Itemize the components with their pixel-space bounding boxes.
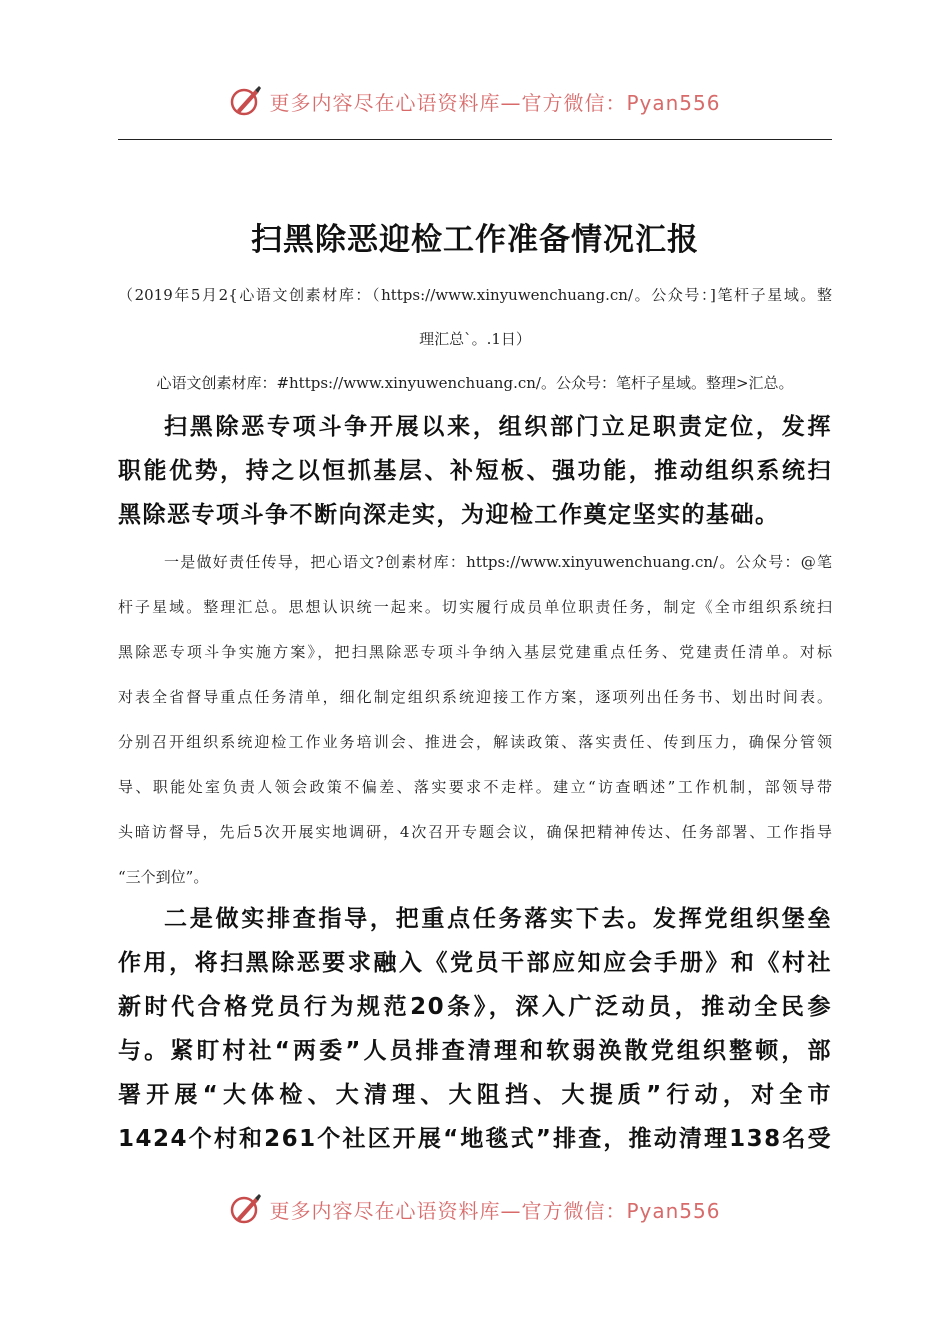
document-title: 扫黑除恶迎检工作准备情况汇报 xyxy=(251,222,699,258)
intro-line: 职能优势，持之以恒抓基层、补短板、强功能，推动组织系统扫 xyxy=(118,458,832,484)
section2-line: 新时代合格党员行为规范20条》，深入广泛动员，推动全民参 xyxy=(118,994,832,1020)
section2-line: 1424个村和261个社区开展“地毯式”排查，推动清理138名受 xyxy=(118,1126,832,1152)
section1-line: 对表全省督导重点任务清单，细化制定组织系统迎接工作方案，逐项列出任务书、划出时间表。 xyxy=(118,688,832,706)
section1-line: 杆子星域。整理汇总。思想认识统一起来。切实履行成员单位职责任务，制定《全市组织系统扫 xyxy=(118,598,832,616)
section1-line: 头暗访督导，先后5次开展实地调研，4次召开专题会议，确保把精神传达、任务部署、工作指导 xyxy=(118,823,832,841)
intro-line: 黑除恶专项斗争不断向深走实，为迎检工作奠定坚实的基础。 xyxy=(118,502,780,528)
section1-line: 分别召开组织系统迎检工作业务培训会、推进会，解读政策、落实责任、传到压力，确保分管领 xyxy=(118,733,832,751)
section2-line: 与。紧盯村社“两委”人员排查清理和软弱涣散党组织整顿，部 xyxy=(118,1038,832,1064)
source-note: 心语文创素材库：#https://www.xinyuwenchuang.cn/。公众号：笔杆子星域。整理>汇总。 xyxy=(156,374,794,392)
pen-in-circle-logo-icon xyxy=(229,84,263,118)
watermark-text: 更多内容尽在心语资料库—官方微信：Pyan556 xyxy=(269,90,721,115)
intro-line: 扫黑除恶专项斗争开展以来，组织部门立足职责定位，发挥 xyxy=(164,414,832,440)
section2-line: 作用，将扫黑除恶要求融入《党员干部应知应会手册》和《村社 xyxy=(118,950,832,976)
section1-line: 导、职能处室负责人领会政策不偏差、落实要求不走样。建立“访查晒述”工作机制，部领导带 xyxy=(118,778,832,796)
section2-line: 二是做实排查指导，把重点任务落实下去。发挥党组织堡垒 xyxy=(164,906,832,932)
pen-in-circle-logo-icon xyxy=(229,1192,263,1226)
footer-watermark xyxy=(0,1192,950,1226)
header-divider xyxy=(118,139,832,140)
date-note-line-1: （2019年5月2{心语文创素材库：（https://www.xinyuwenchuang.cn/。公众号：]笔杆子星域。整 xyxy=(118,286,832,304)
section1-line: 一是做好责任传导，把心语文?创素材库：https://www.xinyuwenchuang.cn/。公众号：@笔 xyxy=(164,553,832,571)
watermark-text: 更多内容尽在心语资料库—官方微信：Pyan556 xyxy=(269,1198,721,1223)
date-note-line-2: 理汇总`。.1日） xyxy=(419,330,531,348)
section2-line: 署开展“大体检、大清理、大阻挡、大提质”行动，对全市 xyxy=(118,1082,832,1108)
header-watermark xyxy=(0,84,950,118)
section1-line: “三个到位”。 xyxy=(118,868,209,886)
section1-line: 黑除恶专项斗争实施方案》，把扫黑除恶专项斗争纳入基层党建重点任务、党建责任清单。对标 xyxy=(118,643,832,661)
